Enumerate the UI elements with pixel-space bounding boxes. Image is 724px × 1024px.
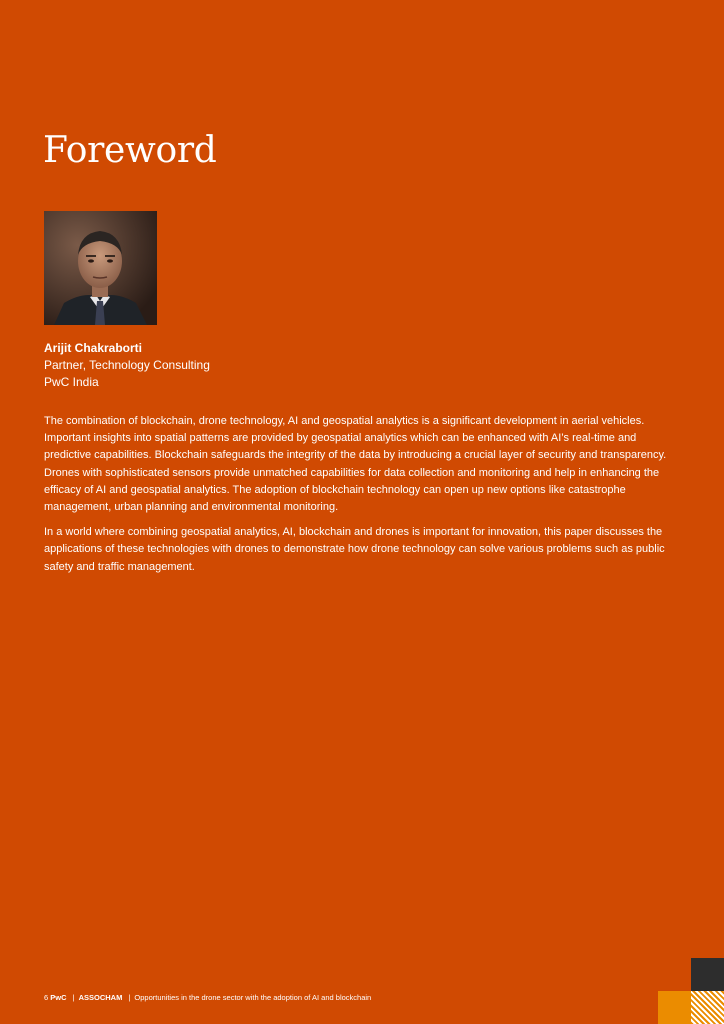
corner-decoration-yellow: [658, 991, 691, 1024]
body-paragraph-1: The combination of blockchain, drone technology, AI and geospatial analytics is a significant development in aerial vehicles. Important insights into spatial patterns are provided by geospatial analytics which can be enhanced with AI’s real-time and predictive capabilities. Blockchain safeguards the integrity of the data by introducing a crucial layer of security and transparency. Drones with sophisticated sensors provide unmatched capabilities for data collection and monitoring and help in enhancing the efficacy of AI and geospatial analytics. The adoption of blockchain technology can open up new options like catastrophe management, urban planning and environmental monitoring.: [44, 415, 667, 514]
author-organization: PwC India: [44, 375, 99, 389]
footer-brand-pwc: PwC: [50, 993, 67, 1002]
footer-brand-assocham: ASSOCHAM: [78, 993, 123, 1002]
author-portrait: [44, 211, 157, 325]
corner-decoration-dark: [691, 958, 724, 991]
body-paragraph-2: In a world where combining geospatial analytics, AI, blockchain and drones is important for innovation, this paper discusses the applications of these technologies with drones to demonstrate how drone technology can solve various problems such as public safety and traffic management.: [44, 526, 665, 573]
footer-separator-1: |: [72, 993, 75, 1002]
portrait-photo: [44, 211, 157, 325]
author-name: Arijit Chakraborti: [44, 341, 143, 355]
footer-page-number: 6: [44, 993, 49, 1002]
page-title: Foreword: [43, 130, 217, 171]
corner-decoration-stripes: [691, 991, 724, 1024]
author-block: [44, 340, 210, 391]
author-role: Partner, Technology Consulting: [44, 358, 210, 372]
footer-document-title: Opportunities in the drone sector with the adoption of AI and blockchain: [134, 993, 372, 1002]
footer-separator-2: |: [128, 993, 131, 1002]
foreword-body: [44, 413, 684, 584]
page-footer: [44, 993, 371, 1002]
